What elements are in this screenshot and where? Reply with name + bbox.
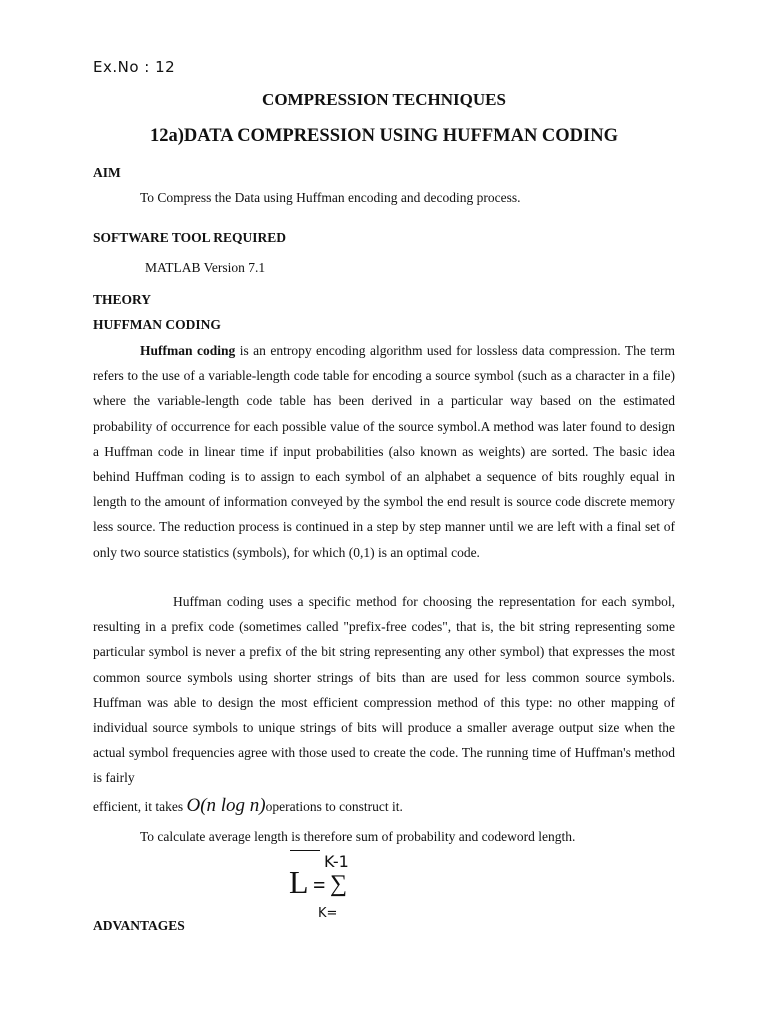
huffman-coding-heading: HUFFMAN CODING xyxy=(93,317,221,332)
software-heading: SOFTWARE TOOL REQUIRED xyxy=(93,230,287,245)
software-text: MATLAB Version 7.1 xyxy=(145,260,266,275)
page-subtitle: 12a)DATA COMPRESSION USING HUFFMAN CODING xyxy=(150,126,618,146)
page-title: COMPRESSION TECHNIQUES xyxy=(262,90,506,109)
average-length-text: To calculate average length is therefore sum of probability and codeword length. xyxy=(140,829,576,844)
complexity-post: operations to construct it. xyxy=(265,799,403,814)
formula-overbar xyxy=(290,850,320,851)
big-o-formula: O(n log n) xyxy=(186,795,266,816)
theory-paragraph-2: Huffman coding uses a specific method for choosing the representation for each symbol, resulting in a prefix code (sometimes called "prefix-free codes", that is, the bit string representing some particular symbol is never a prefix of the bit string representing any other symbol) that expresses the most common source symbols using shorter strings of bits than are used for less common source symbols. Huffman was able to design the most efficient compression method of this type: no other mapping of individual source symbols to unique strings of bits will produce a smaller average output size when the actual symbol frequencies agree with those used to create the code. The running time of Huffman's method is fairly xyxy=(93,594,675,786)
aim-heading: AIM xyxy=(93,165,121,180)
formula-upper-limit: K-1 xyxy=(324,852,349,871)
complexity-line xyxy=(93,795,403,817)
formula-sum-symbol: ∑ xyxy=(330,871,348,897)
theory-paragraph-1 xyxy=(93,338,675,565)
formula-lhs: L xyxy=(289,864,309,900)
advantages-heading: ADVANTAGES xyxy=(93,918,185,933)
theory-heading: THEORY xyxy=(93,292,152,307)
formula-lower-limit: K= xyxy=(318,906,338,921)
aim-text: To Compress the Data using Huffman encoding and decoding process. xyxy=(140,190,521,205)
theory-paragraph-1-body: is an entropy encoding algorithm used for lossless data compression. The term refers to the use of a variable-length code table for encoding a source symbol (such as a character in a file) where the variable-length code table has been derived in a particular way based on the estimated probability of occurrence for each possible value of the source symbol.A method was later found to design a Huffman code in linear time if input probabilities (also known as weights) are sorted. The basic idea behind Huffman coding is to assign to each symbol of an alphabet a sequence of bits roughly equal in length to the amount of information conveyed by the symbol the end result is source code discrete memory less source. The reduction process is continued in a step by step manner until we are left with a final set of only two source statistics (symbols), for which (0,1) is an optimal code. xyxy=(93,343,676,560)
exercise-number: Ex.No : 12 xyxy=(93,58,176,76)
complexity-pre: efficient, it takes xyxy=(93,799,187,814)
formula-equals: = xyxy=(313,872,326,897)
huffman-coding-term: Huffman coding xyxy=(140,343,236,358)
